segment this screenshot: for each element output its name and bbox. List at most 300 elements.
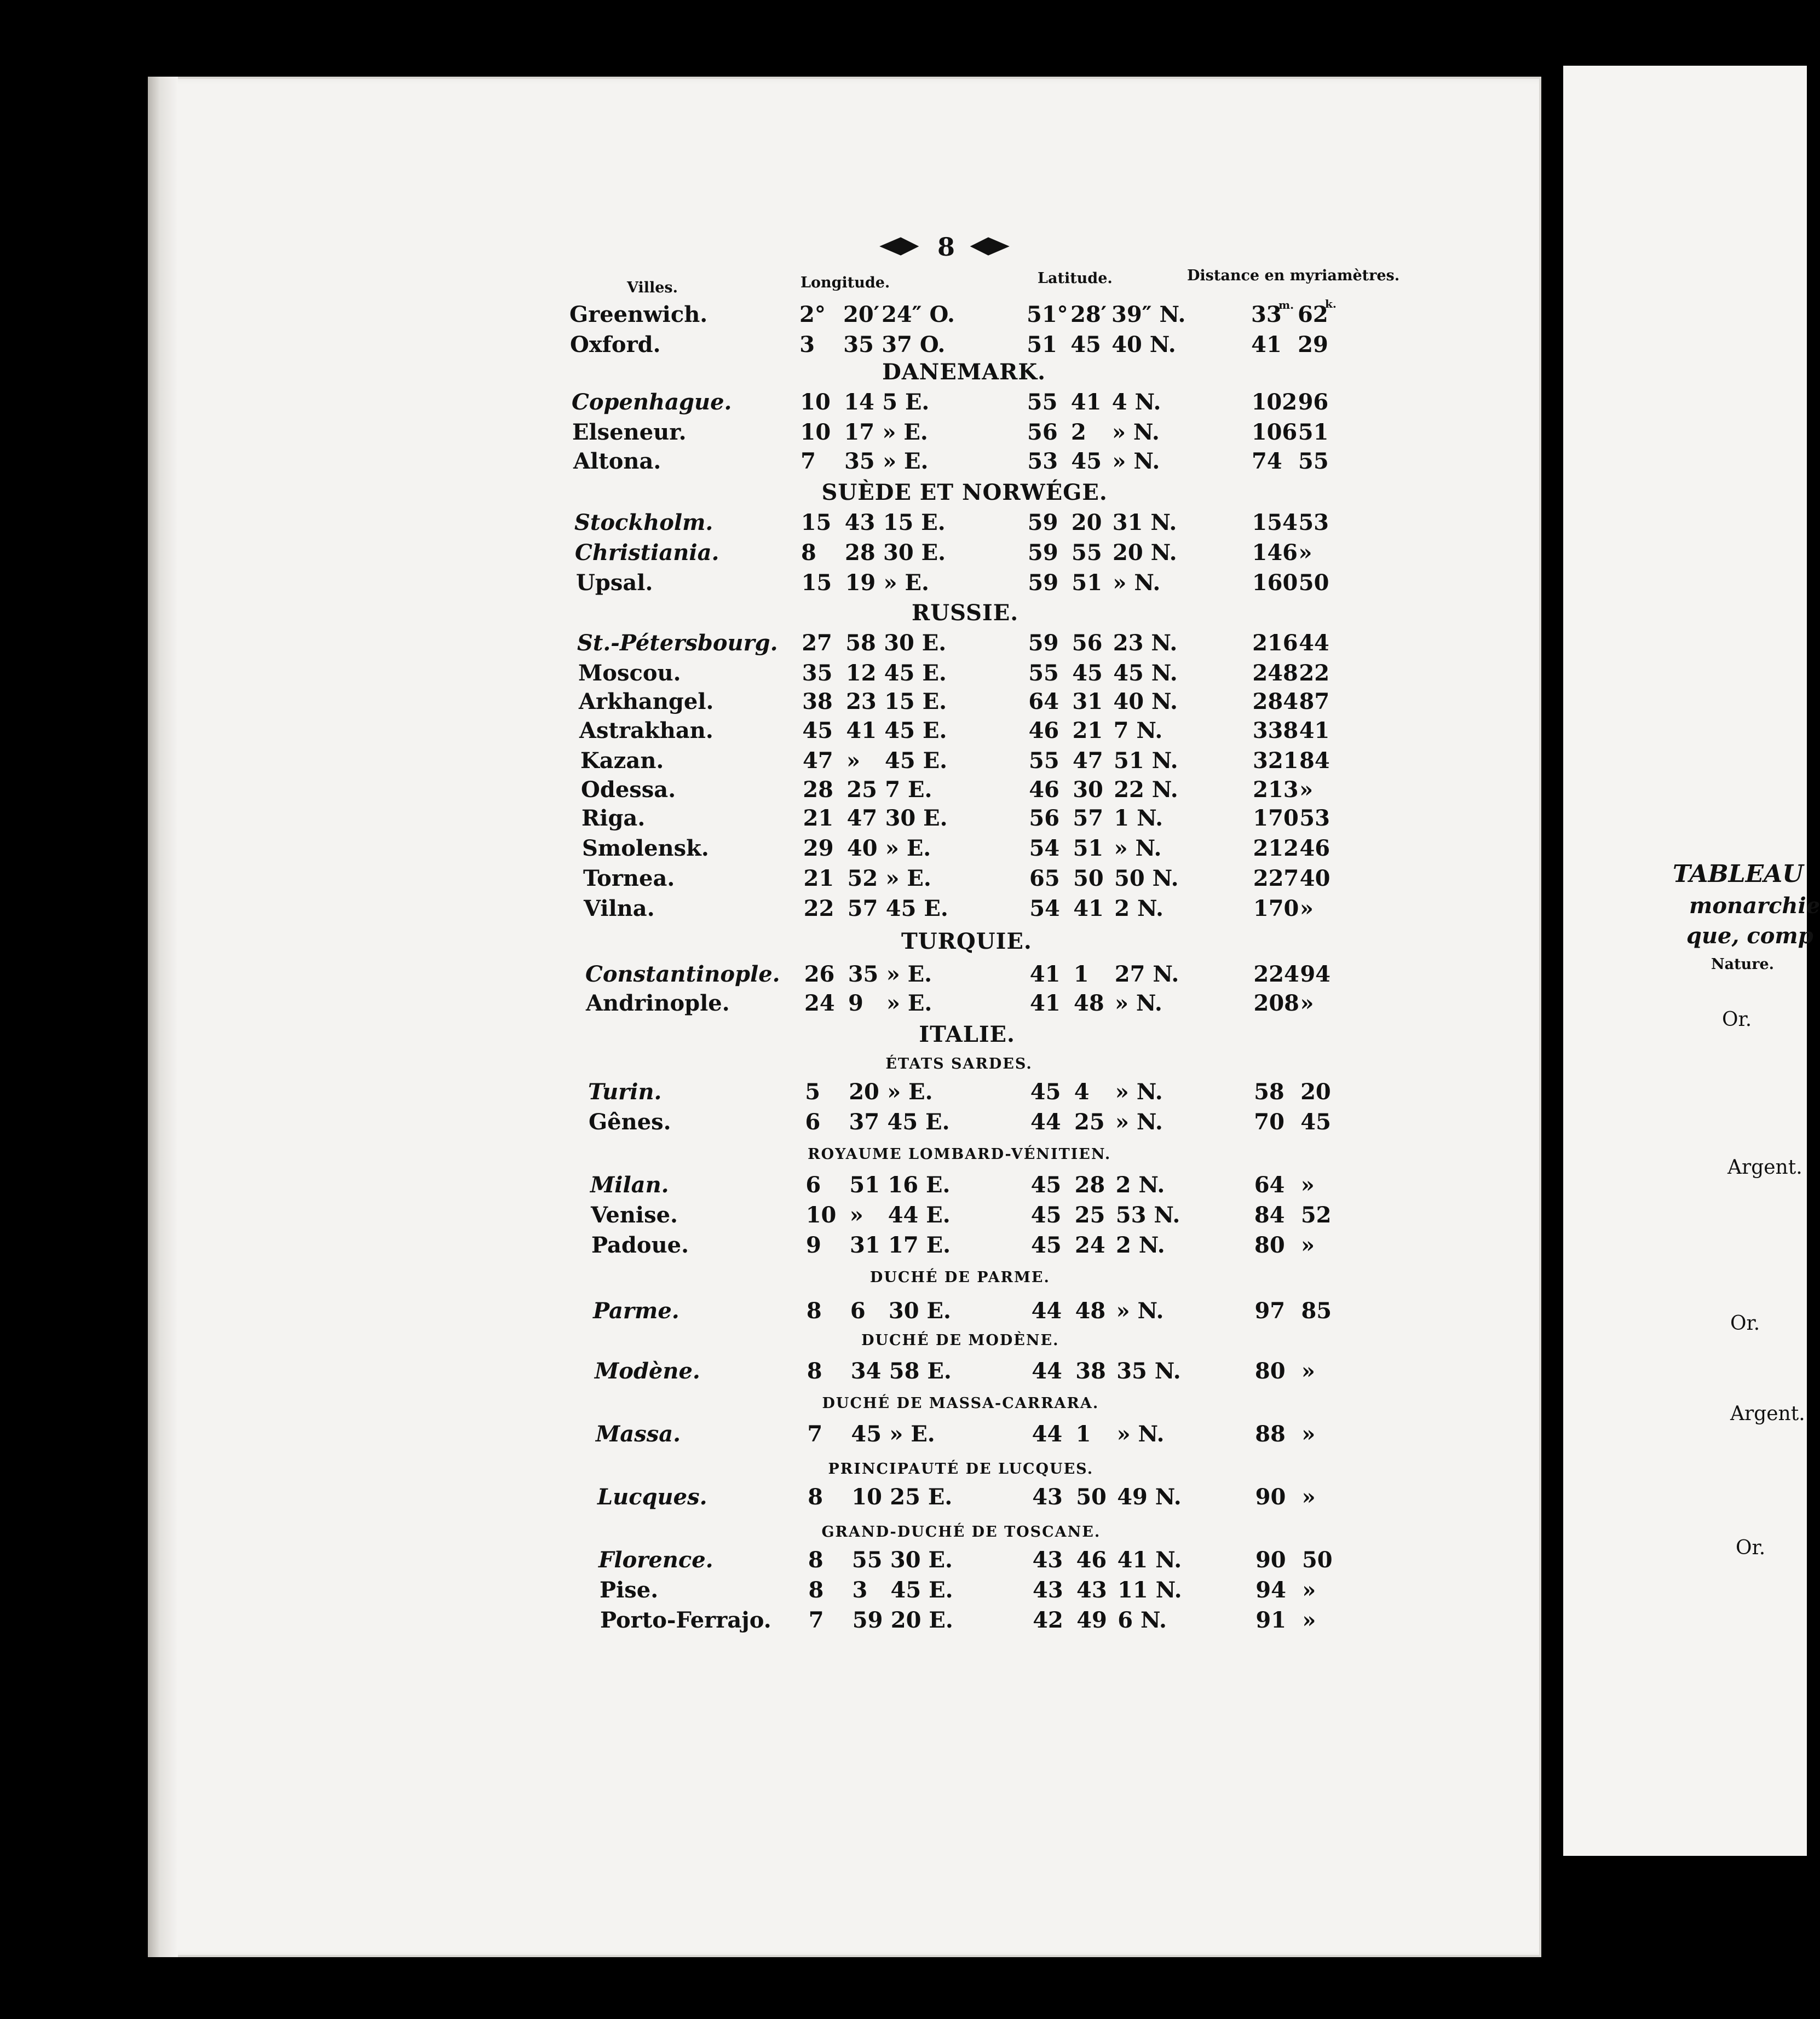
distance-unit-minor: k. <box>1325 297 1337 310</box>
latitude-minutes: 41 <box>1070 389 1102 415</box>
page-number: 8 <box>937 232 955 262</box>
longitude-seconds: 7 E. <box>885 777 932 803</box>
longitude-seconds: 45 E. <box>887 1109 950 1135</box>
latitude-minutes: 2 <box>1071 419 1086 445</box>
latitude-seconds: » N. <box>1114 835 1162 861</box>
latitude-seconds: 51 N. <box>1114 748 1178 774</box>
city-name: Upsal. <box>576 570 653 596</box>
longitude-minutes: 25 <box>846 777 877 803</box>
longitude-degrees: 22 <box>803 896 834 921</box>
longitude-minutes: 28 <box>845 540 876 566</box>
right-page-line2: que, comp <box>1686 923 1813 949</box>
right-page-item: Or. <box>1722 1008 1752 1031</box>
distance-kilometres: » <box>1302 1607 1316 1633</box>
distance-myriametres: 160 <box>1252 570 1298 596</box>
longitude-degrees: 47 <box>803 748 833 774</box>
latitude-minutes: 21 <box>1072 718 1103 743</box>
latitude-seconds: 41 N. <box>1117 1547 1182 1573</box>
longitude-degrees: 9 <box>806 1232 821 1258</box>
longitude-seconds: » E. <box>885 835 931 861</box>
section-heading: TURQUIE. <box>901 928 1032 954</box>
longitude-minutes: 34 <box>850 1358 882 1384</box>
latitude-seconds: 22 N. <box>1114 777 1178 803</box>
distance-kilometres: 87 <box>1299 689 1330 714</box>
latitude-seconds: 20 N. <box>1113 540 1177 566</box>
city-name: Altona. <box>573 448 661 474</box>
longitude-minutes: 57 <box>847 896 878 921</box>
distance-myriametres: 88 <box>1255 1421 1286 1447</box>
latitude-seconds: 39″ N. <box>1111 302 1186 327</box>
subsection-heading: DUCHÉ DE PARME. <box>869 1269 1050 1286</box>
latitude-degrees: 41 <box>1029 961 1061 987</box>
longitude-degrees: 29 <box>803 835 834 861</box>
distance-myriametres: 80 <box>1254 1232 1285 1258</box>
longitude-degrees: 6 <box>805 1172 821 1198</box>
longitude-seconds: 25 E. <box>890 1484 953 1510</box>
city-name: Constantinople. <box>585 961 780 987</box>
latitude-minutes: 47 <box>1073 748 1103 774</box>
header-latitude: Latitude. <box>1038 270 1113 287</box>
longitude-degrees: 26 <box>804 961 835 987</box>
longitude-minutes: 23 <box>846 689 877 714</box>
city-name: Moscou. <box>578 660 681 686</box>
subsection-heading: ROYAUME LOMBARD-VÉNITIEN. <box>808 1146 1111 1163</box>
longitude-minutes: 35 <box>848 961 879 987</box>
section-heading: DANEMARK. <box>882 359 1046 385</box>
distance-myriametres: 80 <box>1254 1358 1286 1384</box>
latitude-minutes: 25 <box>1074 1109 1105 1135</box>
distance-kilometres: 53 <box>1299 805 1330 831</box>
city-name: Turin. <box>588 1079 662 1105</box>
right-page-title: TABLEAU <box>1673 860 1804 888</box>
latitude-seconds: 31 N. <box>1112 510 1177 535</box>
latitude-degrees: 44 <box>1030 1109 1061 1135</box>
right-page-nature: Nature. <box>1711 956 1775 973</box>
longitude-seconds: 17 E. <box>888 1232 951 1258</box>
longitude-minutes: 40 <box>846 835 878 861</box>
latitude-degrees: 43 <box>1033 1577 1063 1603</box>
distance-myriametres: 146 <box>1252 540 1298 566</box>
longitude-degrees: 3 <box>799 332 815 357</box>
city-name: Kazan. <box>580 748 664 774</box>
page-spine-shadow <box>148 77 178 1957</box>
latitude-minutes: 48 <box>1074 990 1104 1016</box>
longitude-seconds: 15 E. <box>883 510 946 535</box>
distance-kilometres: 94 <box>1300 961 1331 987</box>
distance-kilometres: 40 <box>1299 866 1331 891</box>
latitude-minutes: 25 <box>1074 1202 1105 1228</box>
longitude-minutes: 6 <box>850 1298 866 1324</box>
city-name: Padoue. <box>591 1232 689 1258</box>
longitude-seconds: 45 E. <box>884 660 947 686</box>
city-name: Venise. <box>591 1202 678 1228</box>
latitude-minutes: 56 <box>1072 630 1103 656</box>
distance-myriametres: 70 <box>1254 1109 1285 1135</box>
latitude-degrees: 44 <box>1031 1298 1062 1324</box>
distance-kilometres: 50 <box>1298 570 1329 596</box>
header-longitude: Longitude. <box>800 274 890 291</box>
distance-kilometres: » <box>1300 990 1314 1016</box>
latitude-minutes: 51 <box>1072 570 1103 596</box>
longitude-minutes: 20 <box>849 1079 879 1105</box>
latitude-degrees: 55 <box>1028 660 1059 686</box>
distance-myriametres: 33 <box>1251 302 1282 327</box>
longitude-seconds: 37 O. <box>882 332 946 357</box>
longitude-minutes: 47 <box>846 805 878 831</box>
longitude-seconds: » E. <box>889 1421 935 1447</box>
longitude-seconds: 20 E. <box>890 1607 953 1633</box>
longitude-seconds: 30 E. <box>885 805 948 831</box>
latitude-seconds: 6 N. <box>1118 1607 1167 1633</box>
latitude-minutes: 57 <box>1073 805 1104 831</box>
latitude-degrees: 44 <box>1032 1421 1063 1447</box>
latitude-seconds: 27 N. <box>1114 961 1179 987</box>
right-page-item: Or. <box>1736 1537 1766 1559</box>
longitude-degrees: 15 <box>800 510 832 535</box>
latitude-seconds: 49 N. <box>1117 1484 1182 1510</box>
distance-kilometres: » <box>1301 1358 1315 1384</box>
latitude-degrees: 54 <box>1029 835 1060 861</box>
latitude-seconds: 2 N. <box>1116 1232 1165 1258</box>
latitude-minutes: 46 <box>1076 1547 1107 1573</box>
distance-kilometres: 46 <box>1299 835 1331 861</box>
latitude-minutes: 45 <box>1072 660 1103 686</box>
distance-myriametres: 248 <box>1252 660 1298 686</box>
distance-kilometres: » <box>1301 1484 1316 1510</box>
distance-myriametres: 74 <box>1252 448 1282 474</box>
latitude-seconds: 50 N. <box>1114 866 1179 891</box>
longitude-degrees: 28 <box>803 777 833 803</box>
latitude-degrees: 56 <box>1027 419 1058 445</box>
latitude-minutes: 4 <box>1074 1079 1090 1105</box>
header-distance: Distance en myriamètres. <box>1187 267 1400 284</box>
distance-myriametres: 90 <box>1255 1484 1286 1510</box>
distance-myriametres: 227 <box>1253 866 1299 891</box>
latitude-seconds: 11 N. <box>1118 1577 1182 1603</box>
latitude-minutes: 38 <box>1075 1358 1106 1384</box>
longitude-degrees: 8 <box>807 1358 822 1384</box>
latitude-minutes: 28 <box>1074 1172 1105 1198</box>
latitude-minutes: 50 <box>1076 1484 1107 1510</box>
distance-kilometres: 50 <box>1301 1547 1333 1573</box>
longitude-seconds: 24″ O. <box>882 302 955 327</box>
distance-myriametres: 213 <box>1253 777 1299 803</box>
city-name: Copenhague. <box>572 389 732 415</box>
longitude-seconds: » E. <box>885 866 931 891</box>
longitude-degrees: 27 <box>802 630 832 656</box>
city-name: Parme. <box>593 1298 679 1324</box>
longitude-minutes: 45 <box>851 1421 882 1447</box>
subsection-heading: DUCHÉ DE MODÈNE. <box>861 1332 1059 1349</box>
longitude-seconds: 15 E. <box>884 689 947 714</box>
latitude-degrees: 55 <box>1027 389 1058 415</box>
latitude-degrees: 51° <box>1027 302 1068 327</box>
longitude-minutes: 55 <box>851 1547 883 1573</box>
distance-kilometres: » <box>1298 540 1312 566</box>
longitude-seconds: » E. <box>882 419 928 445</box>
longitude-degrees: 24 <box>804 990 835 1016</box>
latitude-minutes: 48 <box>1075 1298 1106 1324</box>
latitude-degrees: 43 <box>1032 1484 1063 1510</box>
longitude-seconds: » E. <box>886 990 932 1016</box>
right-page-item: Or. <box>1730 1312 1760 1335</box>
section-heading: SUÈDE ET NORWÉGE. <box>821 480 1108 505</box>
latitude-degrees: 53 <box>1027 448 1058 474</box>
city-name: Florence. <box>598 1547 713 1573</box>
distance-kilometres: 45 <box>1300 1109 1331 1135</box>
latitude-seconds: » N. <box>1115 1109 1163 1135</box>
latitude-degrees: 45 <box>1030 1202 1062 1228</box>
latitude-seconds: » N. <box>1113 570 1161 596</box>
latitude-minutes: 30 <box>1073 777 1103 803</box>
longitude-degrees: 10 <box>805 1202 837 1228</box>
city-name: Stockholm. <box>574 510 713 535</box>
latitude-minutes: 45 <box>1071 448 1102 474</box>
distance-kilometres: 85 <box>1301 1298 1332 1324</box>
latitude-minutes: 55 <box>1072 540 1102 566</box>
longitude-minutes: 14 <box>844 389 874 415</box>
distance-kilometres: » <box>1299 896 1314 921</box>
distance-kilometres: » <box>1299 777 1314 803</box>
city-name: Astrakhan. <box>579 718 713 743</box>
longitude-seconds: » E. <box>883 448 929 474</box>
longitude-seconds: 16 E. <box>888 1172 951 1198</box>
longitude-seconds: 45 E. <box>890 1577 953 1603</box>
latitude-seconds: 2 N. <box>1114 896 1164 921</box>
distance-kilometres: » <box>1300 1172 1315 1198</box>
latitude-seconds: 40 N. <box>1113 689 1178 714</box>
longitude-degrees: 7 <box>800 448 816 474</box>
city-name: Vilna. <box>584 896 655 921</box>
longitude-seconds: 30 E. <box>888 1298 951 1324</box>
city-name: Oxford. <box>570 332 661 357</box>
longitude-minutes: » <box>849 1202 863 1228</box>
distance-myriametres: 170 <box>1253 896 1299 921</box>
latitude-minutes: 28′ <box>1070 302 1107 327</box>
longitude-seconds: 30 E. <box>890 1547 953 1573</box>
latitude-seconds: 45 N. <box>1113 660 1178 686</box>
distance-myriametres: 97 <box>1254 1298 1286 1324</box>
latitude-degrees: 59 <box>1028 540 1058 566</box>
longitude-degrees: 7 <box>808 1607 824 1633</box>
subsection-heading: DUCHÉ DE MASSA-CARRARA. <box>822 1395 1099 1412</box>
distance-myriametres: 102 <box>1251 389 1298 415</box>
longitude-minutes: 58 <box>845 630 876 656</box>
latitude-seconds: 2 N. <box>1115 1172 1165 1198</box>
longitude-seconds: 44 E. <box>888 1202 951 1228</box>
longitude-seconds: 58 E. <box>889 1358 952 1384</box>
latitude-degrees: 56 <box>1029 805 1060 831</box>
latitude-seconds: 7 N. <box>1113 718 1163 743</box>
distance-kilometres: 22 <box>1299 660 1330 686</box>
longitude-minutes: 12 <box>845 660 877 686</box>
latitude-degrees: 51 <box>1027 332 1057 357</box>
longitude-degrees: 10 <box>800 389 831 415</box>
longitude-minutes: 9 <box>848 990 863 1016</box>
longitude-degrees: 15 <box>801 570 832 596</box>
section-heading: ITALIE. <box>919 1022 1015 1047</box>
distance-myriametres: 64 <box>1254 1172 1285 1198</box>
longitude-seconds: 30 E. <box>883 540 946 566</box>
longitude-minutes: 35 <box>844 448 875 474</box>
distance-myriametres: 94 <box>1255 1577 1286 1603</box>
distance-myriametres: 208 <box>1253 990 1299 1016</box>
distance-myriametres: 216 <box>1252 630 1298 656</box>
latitude-degrees: 46 <box>1029 777 1059 803</box>
latitude-degrees: 45 <box>1030 1172 1062 1198</box>
city-name: Lucques. <box>597 1484 707 1510</box>
latitude-degrees: 42 <box>1033 1607 1063 1633</box>
distance-unit-major: m. <box>1278 298 1294 311</box>
latitude-minutes: 51 <box>1073 835 1104 861</box>
longitude-degrees: 35 <box>802 660 833 686</box>
city-name: Smolensk. <box>582 835 709 861</box>
distance-kilometres: » <box>1301 1421 1316 1447</box>
section-heading: RUSSIE. <box>912 600 1019 626</box>
city-name: Andrinople. <box>586 990 730 1016</box>
distance-myriametres: 91 <box>1255 1607 1287 1633</box>
distance-myriametres: 58 <box>1254 1079 1285 1105</box>
latitude-degrees: 59 <box>1028 570 1059 596</box>
distance-myriametres: 90 <box>1255 1547 1286 1573</box>
longitude-minutes: 17 <box>844 419 875 445</box>
longitude-degrees: 8 <box>801 540 816 566</box>
longitude-degrees: 8 <box>808 1547 823 1573</box>
longitude-seconds: 45 E. <box>885 896 948 921</box>
latitude-minutes: 1 <box>1075 1421 1091 1447</box>
longitude-degrees: 38 <box>802 689 833 714</box>
distance-kilometres: 62 <box>1298 302 1328 327</box>
distance-myriametres: 338 <box>1252 718 1299 743</box>
city-name: Riga. <box>581 805 646 831</box>
distance-kilometres: » <box>1302 1577 1316 1603</box>
distance-kilometres: » <box>1301 1232 1315 1258</box>
longitude-minutes: 41 <box>846 718 877 743</box>
latitude-degrees: 45 <box>1030 1079 1061 1105</box>
latitude-degrees: 45 <box>1031 1232 1062 1258</box>
latitude-minutes: 50 <box>1073 866 1104 891</box>
latitude-degrees: 44 <box>1032 1358 1062 1384</box>
right-page-item: Argent. <box>1730 1403 1805 1425</box>
subsection-heading: GRAND-DUCHÉ DE TOSCANE. <box>821 1524 1101 1541</box>
latitude-degrees: 46 <box>1028 718 1059 743</box>
distance-myriametres: 212 <box>1253 835 1299 861</box>
longitude-minutes: » <box>846 748 860 774</box>
city-name: Arkhangel. <box>579 689 714 714</box>
distance-myriametres: 170 <box>1253 805 1299 831</box>
latitude-seconds: 53 N. <box>1115 1202 1180 1228</box>
city-name: St.-Pétersbourg. <box>577 630 778 656</box>
distance-kilometres: 51 <box>1298 419 1329 445</box>
longitude-seconds: » E. <box>886 961 932 987</box>
latitude-seconds: » N. <box>1116 1298 1164 1324</box>
city-name: Porto-Ferrajo. <box>600 1607 771 1633</box>
distance-kilometres: 55 <box>1298 448 1329 474</box>
latitude-degrees: 54 <box>1029 896 1060 921</box>
longitude-seconds: 45 E. <box>884 718 947 743</box>
distance-myriametres: 321 <box>1253 748 1299 774</box>
distance-kilometres: 53 <box>1298 510 1329 535</box>
latitude-minutes: 1 <box>1073 961 1089 987</box>
longitude-degrees: 8 <box>806 1298 822 1324</box>
left-page <box>148 77 1541 1957</box>
latitude-degrees: 41 <box>1030 990 1061 1016</box>
latitude-seconds: 23 N. <box>1113 630 1178 656</box>
latitude-seconds: 40 N. <box>1111 332 1176 357</box>
longitude-seconds: » E. <box>883 570 929 596</box>
longitude-minutes: 20′ <box>843 302 880 327</box>
city-name: Modène. <box>595 1358 700 1384</box>
longitude-minutes: 51 <box>849 1172 880 1198</box>
longitude-minutes: 43 <box>844 510 876 535</box>
latitude-degrees: 64 <box>1028 689 1059 714</box>
distance-kilometres: 20 <box>1300 1079 1331 1105</box>
distance-myriametres: 84 <box>1254 1202 1285 1228</box>
city-name: Milan. <box>590 1172 669 1198</box>
subsection-heading: PRINCIPAUTÉ DE LUCQUES. <box>828 1461 1094 1478</box>
longitude-minutes: 35 <box>843 332 874 357</box>
longitude-minutes: 31 <box>850 1232 880 1258</box>
city-name: Christiania. <box>575 540 719 566</box>
longitude-degrees: 7 <box>807 1421 823 1447</box>
latitude-seconds: 1 N. <box>1114 805 1164 831</box>
longitude-minutes: 37 <box>849 1109 880 1135</box>
distance-kilometres: 44 <box>1299 630 1329 656</box>
distance-myriametres: 41 <box>1251 332 1282 357</box>
longitude-degrees: 2° <box>799 302 826 327</box>
city-name: Elseneur. <box>572 419 687 445</box>
latitude-minutes: 41 <box>1073 896 1104 921</box>
longitude-seconds: 5 E. <box>882 389 930 415</box>
latitude-seconds: 4 N. <box>1111 389 1161 415</box>
longitude-degrees: 45 <box>802 718 833 743</box>
latitude-minutes: 24 <box>1075 1232 1105 1258</box>
longitude-seconds: » E. <box>887 1079 933 1105</box>
distance-myriametres: 284 <box>1252 689 1299 714</box>
city-name: Massa. <box>596 1421 681 1447</box>
latitude-minutes: 20 <box>1071 510 1102 535</box>
latitude-degrees: 43 <box>1032 1547 1063 1573</box>
city-name: Gênes. <box>589 1109 671 1135</box>
distance-myriametres: 106 <box>1251 419 1298 445</box>
longitude-degrees: 8 <box>808 1484 823 1510</box>
longitude-minutes: 3 <box>852 1577 868 1603</box>
longitude-degrees: 6 <box>805 1109 821 1135</box>
latitude-minutes: 31 <box>1072 689 1103 714</box>
city-name: Greenwich. <box>569 302 708 327</box>
distance-kilometres: 52 <box>1300 1202 1332 1228</box>
city-name: Pise. <box>600 1577 659 1603</box>
latitude-degrees: 55 <box>1029 748 1059 774</box>
distance-kilometres: 41 <box>1299 718 1330 743</box>
longitude-minutes: 19 <box>845 570 876 596</box>
longitude-degrees: 5 <box>805 1079 821 1105</box>
longitude-degrees: 8 <box>808 1577 824 1603</box>
latitude-minutes: 49 <box>1076 1607 1107 1633</box>
longitude-minutes: 52 <box>847 866 878 891</box>
city-name: Odessa. <box>581 777 676 803</box>
distance-kilometres: 96 <box>1298 389 1329 415</box>
longitude-degrees: 10 <box>800 419 831 445</box>
latitude-degrees: 59 <box>1028 630 1059 656</box>
longitude-minutes: 10 <box>851 1484 882 1510</box>
longitude-minutes: 59 <box>852 1607 883 1633</box>
distance-myriametres: 154 <box>1252 510 1298 535</box>
latitude-seconds: » N. <box>1115 1079 1163 1105</box>
longitude-seconds: 30 E. <box>884 630 947 656</box>
latitude-seconds: » N. <box>1116 1421 1165 1447</box>
latitude-degrees: 59 <box>1027 510 1058 535</box>
